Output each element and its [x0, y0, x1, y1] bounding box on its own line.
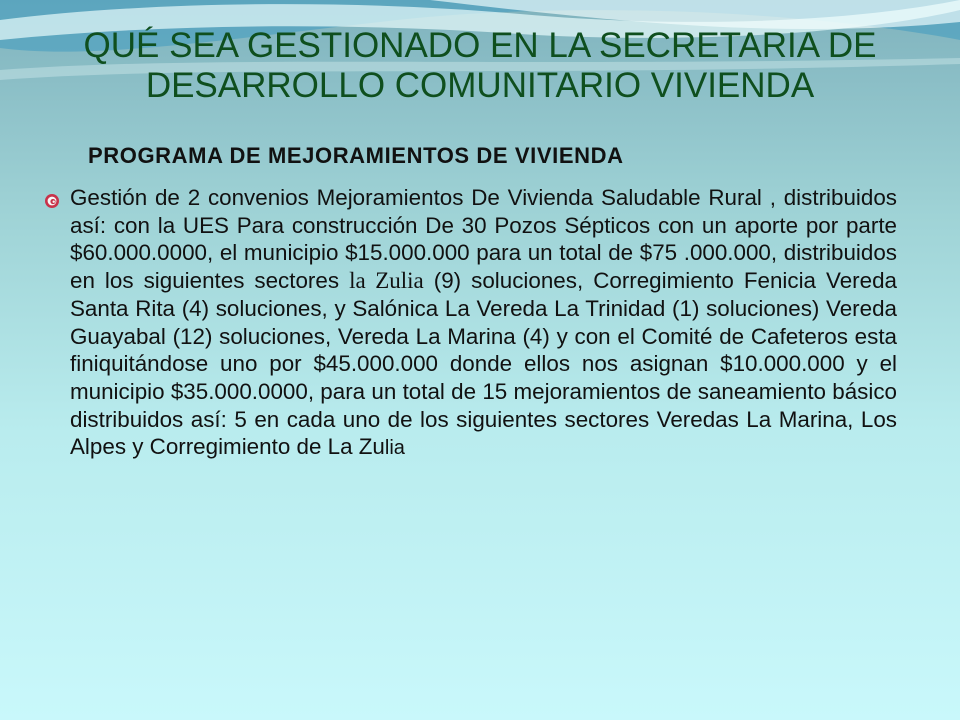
- slide-title-line1: QUÉ SEA GESTIONADO EN LA SECRETARIA DE: [83, 26, 877, 65]
- paragraph-text-part2: (9) soluciones, Corregimiento Fenicia Vereda Santa Rita (4) soluciones, y Salónica La Vereda La Trinidad (1) soluciones) Vereda Guayabal (12) soluciones, Vereda La Marina (4) y con el Comité de Cafeteros esta finiquitándose uno por $45.000.000 donde ellos nos asignan $10.000.000 y el municipio $35.000.0000, para un total de 15 mejoramientos de saneamiento básico distribuidos así: 5 en cada uno de los siguientes sectores Veredas La Marina, Los Alpes y Corregimiento de La Zu: [70, 268, 897, 460]
- slide-subtitle: PROGRAMA DE MEJORAMIENTOS DE VIVIENDA: [88, 143, 624, 168]
- paragraph-text-end: lia: [384, 437, 405, 460]
- paragraph-text-part1: Gestión de 2 convenios Mejoramientos De Vivienda Saludable Rural , distribuidos así: con la UES Para construcción De 30 Pozos Sépticos con un aporte por parte $60.000.0000, el municipio $15.000.000 para un total de $75 .000.000, distribuidos en los siguientes sectores: [70, 185, 897, 294]
- slide-title-line2: DESARROLLO COMUNITARIO VIVIENDA: [145, 66, 815, 105]
- bullet-paragraph: [70, 184, 897, 463]
- slide-title: [20, 26, 940, 106]
- paragraph-text-la-zulia: la Zulia: [349, 268, 424, 294]
- spiral-bullet-icon: [44, 193, 60, 209]
